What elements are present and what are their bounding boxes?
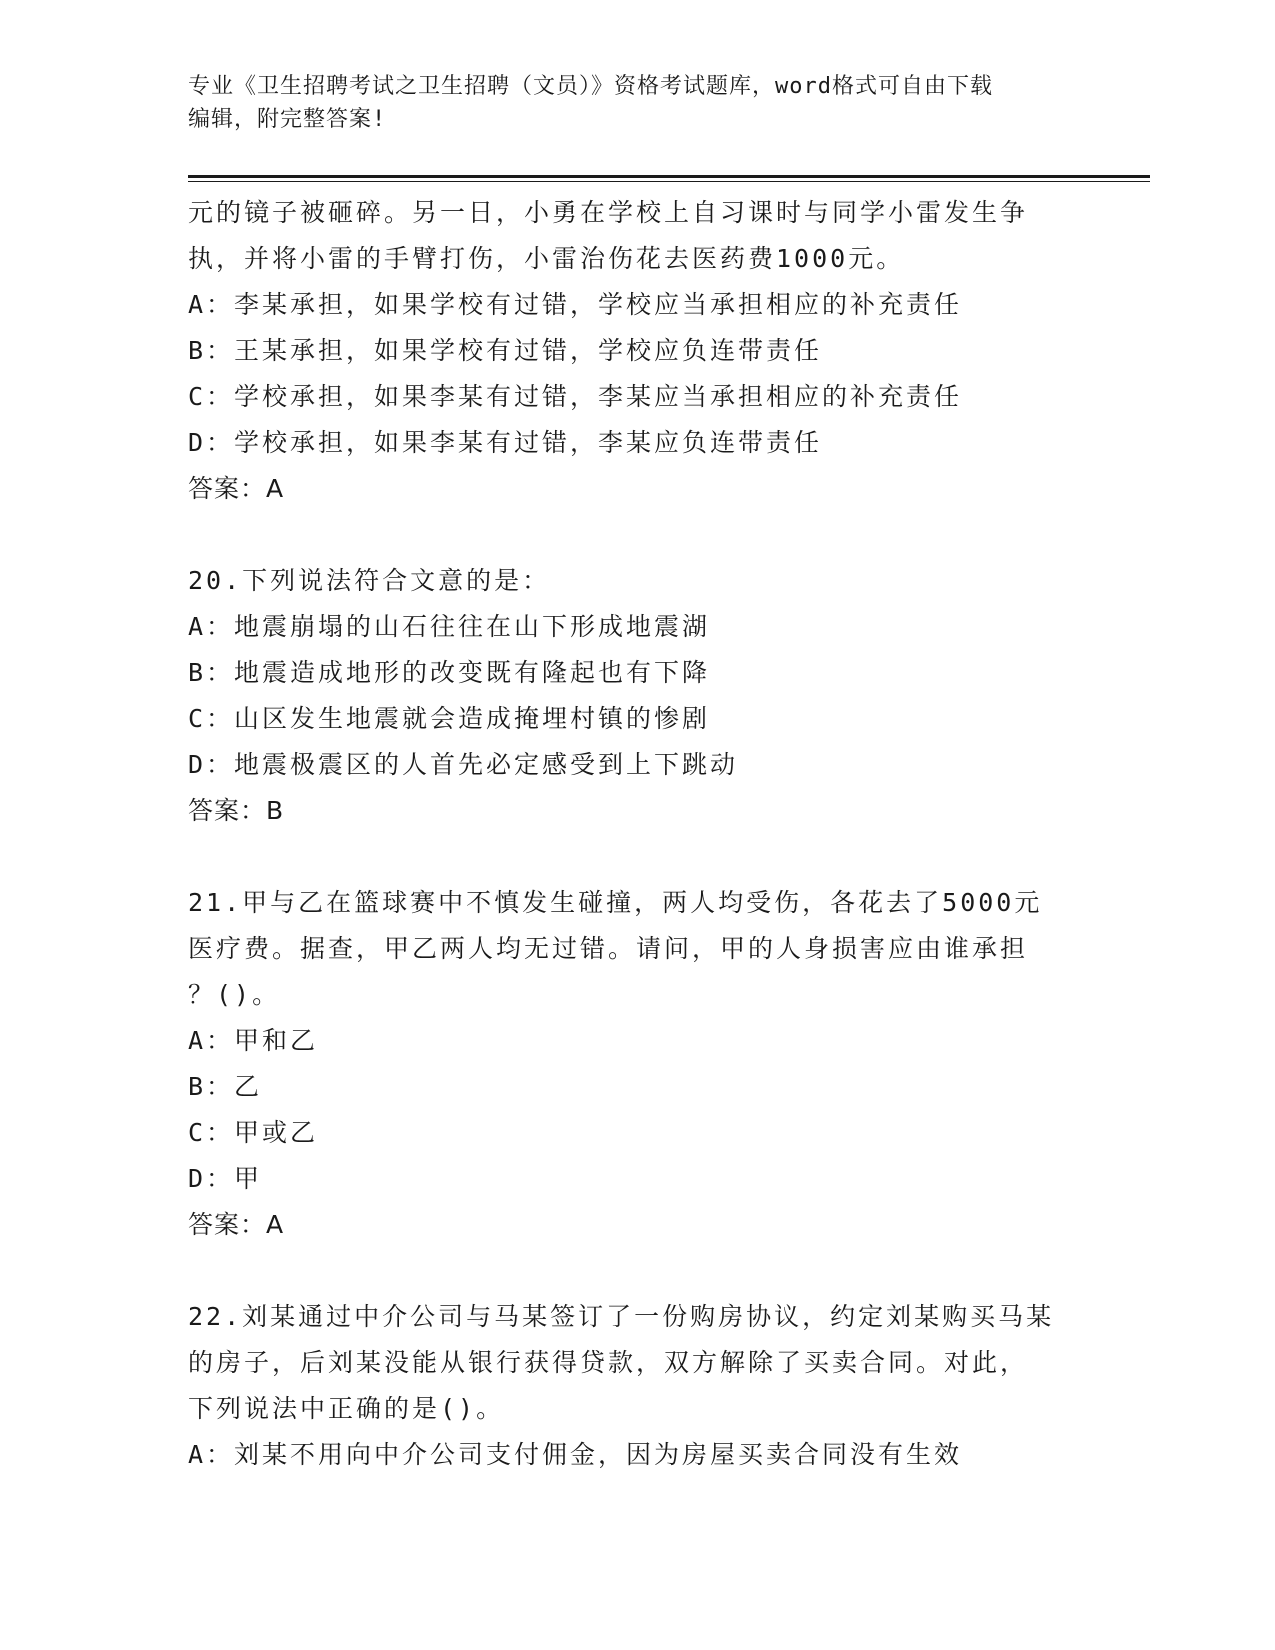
option-d: D：甲 xyxy=(188,1164,263,1193)
answer-line: 答案：A xyxy=(188,1210,285,1239)
option-c: C：山区发生地震就会造成掩埋村镇的惨剧 xyxy=(188,704,711,733)
option-d: D：学校承担，如果李某有过错，李某应负连带责任 xyxy=(188,428,823,457)
question-text-line: 21.甲与乙在篮球赛中不慎发生碰撞，两人均受伤，各花去了5000元 xyxy=(188,888,1043,917)
option-a: A：甲和乙 xyxy=(188,1026,319,1055)
header-rule-thin xyxy=(188,181,1150,182)
option-b: B：乙 xyxy=(188,1072,263,1101)
answer-line: 答案：B xyxy=(188,796,285,825)
answer-line: 答案：A xyxy=(188,474,285,503)
document-body xyxy=(188,190,1088,1478)
question-22 xyxy=(188,1294,1088,1478)
header-line-1: 专业《卫生招聘考试之卫生招聘（文员）》资格考试题库，word格式可自由下载 xyxy=(188,74,993,99)
option-b: B：地震造成地形的改变既有隆起也有下降 xyxy=(188,658,711,687)
header-rule-thick xyxy=(188,175,1150,178)
option-b: B：王某承担，如果学校有过错，学校应负连带责任 xyxy=(188,336,823,365)
spacer xyxy=(188,1248,1088,1294)
question-20 xyxy=(188,558,1088,834)
option-c: C：甲或乙 xyxy=(188,1118,319,1147)
question-text-line: 22.刘某通过中介公司与马某签订了一份购房协议，约定刘某购买马某 xyxy=(188,1302,1055,1331)
option-c: C：学校承担，如果李某有过错，李某应当承担相应的补充责任 xyxy=(188,382,963,411)
question-text-line: 医疗费。据查，甲乙两人均无过错。请问，甲的人身损害应由谁承担 xyxy=(188,934,1029,963)
document-header xyxy=(188,70,1088,136)
question-text-line: ？()。 xyxy=(188,980,281,1009)
question-text-line: 的房子，后刘某没能从银行获得贷款，双方解除了买卖合同。对此， xyxy=(188,1348,1029,1377)
question-text-line: 下列说法中正确的是()。 xyxy=(188,1394,505,1423)
option-d: D：地震极震区的人首先必定感受到上下跳动 xyxy=(188,750,739,779)
question-text-line: 元的镜子被砸碎。另一日，小勇在学校上自习课时与同学小雷发生争 xyxy=(188,198,1029,227)
option-a: A：刘某不用向中介公司支付佣金，因为房屋买卖合同没有生效 xyxy=(188,1440,963,1469)
question-19 xyxy=(188,190,1088,512)
spacer xyxy=(188,834,1088,880)
question-21 xyxy=(188,880,1088,1248)
option-a: A：地震崩塌的山石往往在山下形成地震湖 xyxy=(188,612,711,641)
question-text-line: 执，并将小雷的手臂打伤，小雷治伤花去医药费1000元。 xyxy=(188,244,905,273)
header-line-2: 编辑，附完整答案! xyxy=(188,107,387,132)
option-a: A：李某承担，如果学校有过错，学校应当承担相应的补充责任 xyxy=(188,290,963,319)
question-text-line: 20.下列说法符合文意的是： xyxy=(188,566,551,595)
spacer xyxy=(188,512,1088,558)
